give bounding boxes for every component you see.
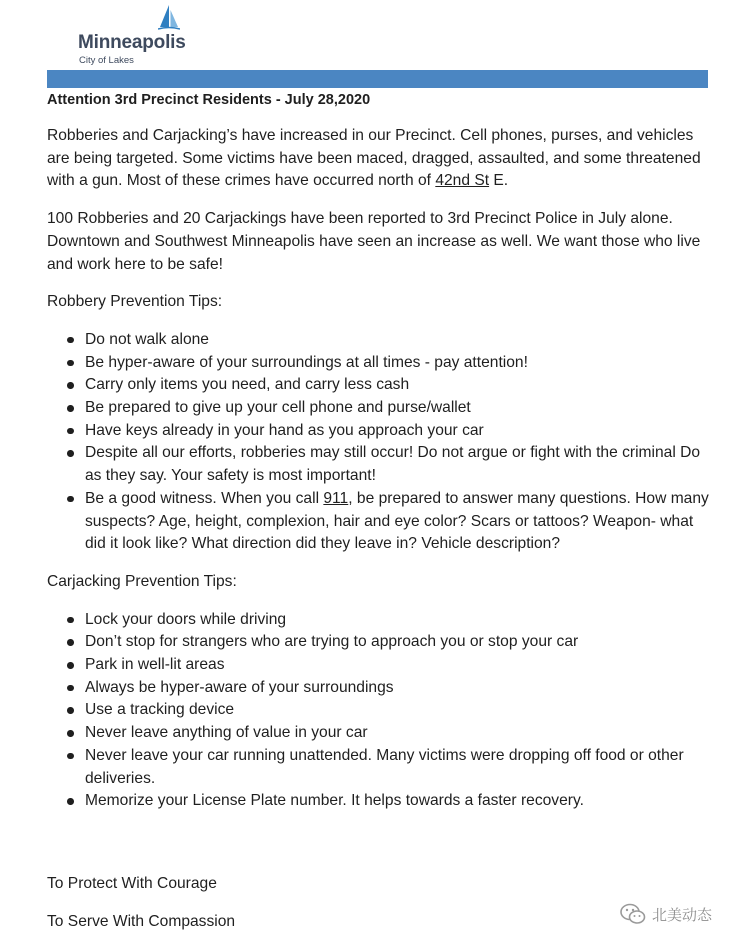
list-item: Don’t stop for strangers who are trying to approach you or stop your car [85,631,715,654]
list-item: Have keys already in your hand as you approach your car [85,420,715,443]
logo-name: Minneapolis [78,32,186,53]
list-item: Lock your doors while driving [85,609,715,632]
sailboat-icon [158,5,180,31]
intro-text: Robberies and Carjacking’s have increased in our Precinct. Cell phones, purses, and vehicles are being targeted. Some victims have been maced, dragged, assaulted, and some threatened with a gun. Most of these crimes have occurred north of [47,127,701,190]
witness-text-end: , be prepared to answer many questions. How many suspects? Age, height, complexion, hair and eye color? Scars or tattoos? Weapon- what did it look like? What direction did they leave in? Vehicle description? [85,489,709,553]
list-item [85,488,715,556]
motto-protect: To Protect With Courage [47,875,217,892]
list-item: Never leave your car running unattended. Many victims were dropping off food or other deliveries. [85,745,715,790]
watermark [620,901,735,927]
list-item: Park in well-lit areas [85,654,715,677]
intro-paragraph [47,125,715,193]
42nd-st-link[interactable]: 42nd St [435,172,490,190]
carjacking-tips-list [47,609,715,813]
minneapolis-logo [76,5,186,67]
carjacking-tips-label: Carjacking Prevention Tips: [47,572,237,590]
list-item: Be hyper-aware of your surroundings at all times - pay attention! [85,352,715,375]
motto-serve: To Serve With Compassion [47,913,236,930]
list-item: Be prepared to give up your cell phone and purse/wallet [85,397,715,420]
list-item: Memorize your License Plate number. It helps towards a faster recovery. [85,790,715,813]
list-item: Never leave anything of value in your car [85,722,715,745]
wechat-icon [620,903,646,925]
robbery-tips-label: Robbery Prevention Tips: [47,293,223,311]
list-item: Carry only items you need, and carry less cash [85,374,715,397]
911-link[interactable]: 911 [323,489,349,507]
document-body [47,90,715,828]
intro-text-end: E. [489,172,509,190]
logo-subtitle: City of Lakes [79,55,134,66]
list-item: Always be hyper-aware of your surroundings [85,677,715,700]
notice-heading: Attention 3rd Precinct Residents - July 28,2020 [47,92,371,108]
watermark-text: 北美动态 [652,905,713,924]
list-item: Despite all our efforts, robberies may still occur! Do not argue or fight with the criminal Do as they say. Your safety is most important! [85,442,715,487]
list-item: Use a tracking device [85,699,715,722]
list-item: Do not walk alone [85,329,715,352]
witness-text: Be a good witness. When you call [85,489,324,507]
header-banner [47,70,708,88]
stats-paragraph: 100 Robberies and 20 Carjackings have been reported to 3rd Precinct Police in July alone. Downtown and Southwest Minneapolis have seen an increase as well. We want those who live and work here to be safe! [47,210,701,273]
robbery-tips-list [47,329,715,556]
